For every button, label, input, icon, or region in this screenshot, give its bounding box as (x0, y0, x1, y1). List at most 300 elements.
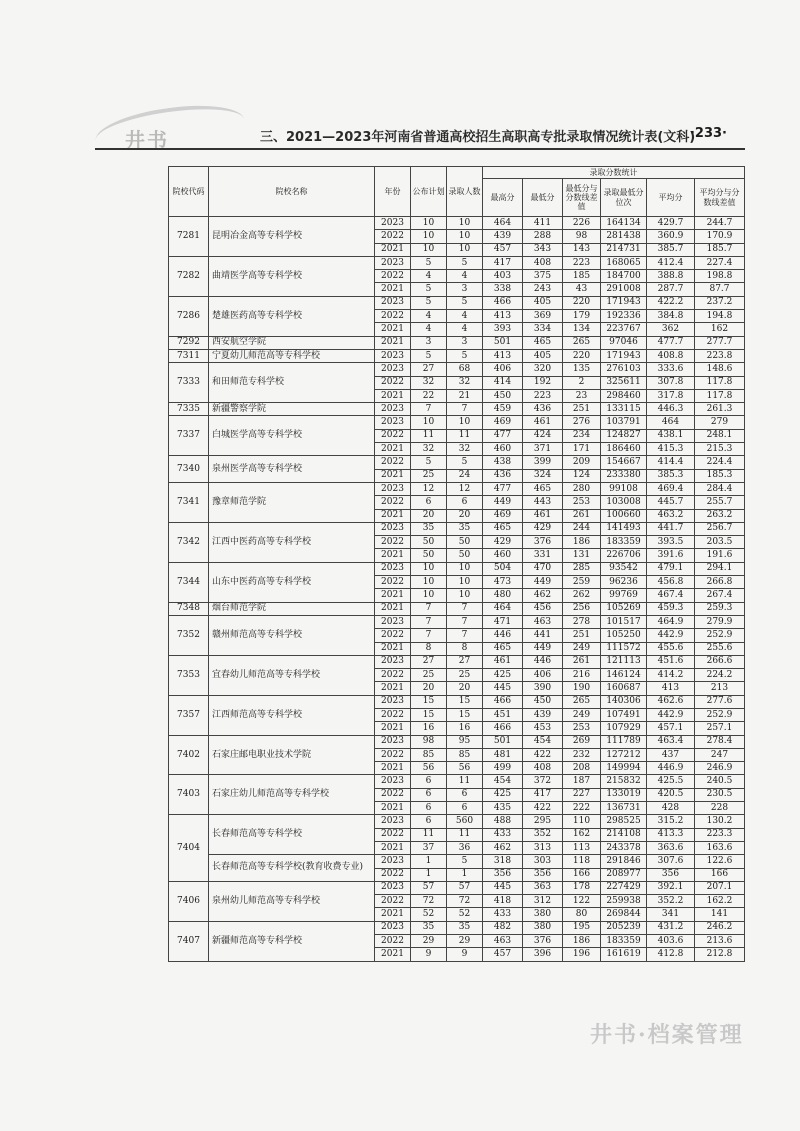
cell-avg-diff: 259.3 (695, 602, 745, 615)
cell-avg-diff: 224.4 (695, 456, 745, 469)
cell-min-rank: 140306 (601, 695, 647, 708)
cell-year: 2022 (375, 496, 411, 509)
cell-admitted: 50 (447, 536, 483, 549)
cell-year: 2021 (375, 682, 411, 695)
school-name: 赣州师范高等专科学校 (209, 615, 375, 655)
table-row (169, 615, 745, 628)
cell-avg-score: 392.1 (647, 881, 695, 894)
school-name: 泉州幼儿师范高等专科学校 (209, 881, 375, 921)
school-code: 7292 (169, 336, 209, 349)
cell-plan: 12 (411, 482, 447, 495)
cell-min-score: 422 (523, 802, 563, 815)
header-code: 院校代码 (169, 167, 209, 217)
cell-avg-diff: 246.9 (695, 762, 745, 775)
cell-avg-diff: 223.8 (695, 349, 745, 362)
cell-plan: 10 (411, 589, 447, 602)
cell-avg-score: 459.3 (647, 602, 695, 615)
cell-admitted: 10 (447, 230, 483, 243)
cell-plan: 10 (411, 416, 447, 429)
cell-year: 2022 (375, 895, 411, 908)
cell-year: 2021 (375, 722, 411, 735)
cell-avg-diff: 203.5 (695, 536, 745, 549)
cell-max-score: 461 (483, 655, 523, 668)
cell-admitted: 1 (447, 868, 483, 881)
cell-avg-diff: 277.6 (695, 695, 745, 708)
school-code: 7333 (169, 363, 209, 403)
cell-min-rank: 269844 (601, 908, 647, 921)
cell-year: 2021 (375, 509, 411, 522)
cell-avg-score: 388.8 (647, 270, 695, 283)
cell-admitted: 15 (447, 708, 483, 721)
cell-plan: 1 (411, 868, 447, 881)
cell-min-diff: 186 (563, 935, 601, 948)
header-avg: 平均分 (647, 179, 695, 217)
cell-plan: 35 (411, 921, 447, 934)
cell-admitted: 11 (447, 775, 483, 788)
cell-max-score: 403 (483, 270, 523, 283)
cell-min-rank: 183359 (601, 935, 647, 948)
cell-min-rank: 93542 (601, 562, 647, 575)
cell-plan: 10 (411, 243, 447, 256)
cell-plan: 8 (411, 642, 447, 655)
cell-min-diff: 2 (563, 376, 601, 389)
cell-max-score: 462 (483, 841, 523, 854)
cell-avg-score: 341 (647, 908, 695, 921)
cell-admitted: 72 (447, 895, 483, 908)
cell-avg-score: 451.6 (647, 655, 695, 668)
cell-year: 2022 (375, 376, 411, 389)
table-row (169, 403, 745, 416)
cell-admitted: 5 (447, 456, 483, 469)
cell-min-rank: 227429 (601, 881, 647, 894)
cell-min-diff: 256 (563, 602, 601, 615)
cell-plan: 11 (411, 429, 447, 442)
school-code: 7342 (169, 522, 209, 562)
cell-min-rank: 107491 (601, 708, 647, 721)
cell-max-score: 413 (483, 349, 523, 362)
cell-min-diff: 259 (563, 576, 601, 589)
cell-year: 2022 (375, 868, 411, 881)
cell-min-diff: 162 (563, 828, 601, 841)
cell-avg-score: 317.8 (647, 389, 695, 402)
cell-min-diff: 131 (563, 549, 601, 562)
cell-min-score: 449 (523, 642, 563, 655)
school-code: 7311 (169, 349, 209, 362)
cell-min-diff: 220 (563, 349, 601, 362)
cell-min-diff: 278 (563, 615, 601, 628)
cell-min-diff: 216 (563, 669, 601, 682)
cell-avg-score: 463.4 (647, 735, 695, 748)
cell-admitted: 9 (447, 948, 483, 961)
cell-avg-score: 437 (647, 748, 695, 761)
cell-year: 2023 (375, 296, 411, 309)
cell-min-diff: 118 (563, 855, 601, 868)
cell-avg-diff: 267.4 (695, 589, 745, 602)
cell-min-score: 465 (523, 482, 563, 495)
cell-min-rank: 99769 (601, 589, 647, 602)
cell-avg-score: 315.2 (647, 815, 695, 828)
cell-max-score: 499 (483, 762, 523, 775)
cell-admitted: 56 (447, 762, 483, 775)
cell-admitted: 27 (447, 655, 483, 668)
cell-min-diff: 113 (563, 841, 601, 854)
cell-min-score: 352 (523, 828, 563, 841)
cell-admitted: 29 (447, 935, 483, 948)
cell-min-diff: 196 (563, 948, 601, 961)
cell-max-score: 439 (483, 230, 523, 243)
cell-min-score: 343 (523, 243, 563, 256)
cell-min-rank: 160687 (601, 682, 647, 695)
cell-plan: 16 (411, 722, 447, 735)
cell-avg-score: 413 (647, 682, 695, 695)
cell-avg-diff: 237.2 (695, 296, 745, 309)
cell-year: 2023 (375, 615, 411, 628)
cell-plan: 10 (411, 217, 447, 230)
cell-max-score: 464 (483, 217, 523, 230)
cell-min-diff: 178 (563, 881, 601, 894)
school-code: 7281 (169, 217, 209, 257)
cell-max-score: 481 (483, 748, 523, 761)
cell-avg-score: 428 (647, 802, 695, 815)
cell-avg-score: 414.2 (647, 669, 695, 682)
cell-avg-diff: 266.8 (695, 576, 745, 589)
cell-year: 2021 (375, 389, 411, 402)
cell-avg-diff: 255.6 (695, 642, 745, 655)
cell-min-score: 372 (523, 775, 563, 788)
cell-avg-diff: 257.1 (695, 722, 745, 735)
cell-year: 2022 (375, 708, 411, 721)
table-row (169, 456, 745, 469)
cell-min-diff: 285 (563, 562, 601, 575)
header-avg-diff: 平均分与分数线差值 (695, 179, 745, 217)
cell-admitted: 4 (447, 323, 483, 336)
cell-admitted: 36 (447, 841, 483, 854)
cell-min-diff: 253 (563, 496, 601, 509)
cell-min-rank: 223767 (601, 323, 647, 336)
cell-avg-diff: 185.3 (695, 469, 745, 482)
cell-admitted: 57 (447, 881, 483, 894)
cell-plan: 56 (411, 762, 447, 775)
cell-year: 2023 (375, 349, 411, 362)
school-code: 7335 (169, 403, 209, 416)
cell-plan: 7 (411, 615, 447, 628)
cell-plan: 7 (411, 602, 447, 615)
cell-avg-diff: 117.8 (695, 389, 745, 402)
school-name: 宜春幼儿师范高等专科学校 (209, 655, 375, 695)
header-min: 最低分 (523, 179, 563, 217)
cell-year: 2023 (375, 855, 411, 868)
cell-admitted: 11 (447, 429, 483, 442)
table-row (169, 735, 745, 748)
cell-max-score: 466 (483, 695, 523, 708)
cell-avg-diff: 247 (695, 748, 745, 761)
cell-admitted: 10 (447, 217, 483, 230)
cell-min-diff: 43 (563, 283, 601, 296)
school-name: 宁夏幼儿师范高等专科学校 (209, 349, 375, 362)
publisher-logo: 井书 (125, 128, 169, 152)
cell-min-diff: 122 (563, 895, 601, 908)
cell-max-score: 459 (483, 403, 523, 416)
cell-max-score: 418 (483, 895, 523, 908)
cell-admitted: 6 (447, 802, 483, 815)
cell-min-score: 462 (523, 589, 563, 602)
cell-year: 2023 (375, 735, 411, 748)
cell-plan: 27 (411, 363, 447, 376)
cell-min-diff: 98 (563, 230, 601, 243)
cell-year: 2022 (375, 230, 411, 243)
school-name: 西安航空学院 (209, 336, 375, 349)
cell-min-score: 454 (523, 735, 563, 748)
cell-avg-diff: 252.9 (695, 629, 745, 642)
cell-admitted: 21 (447, 389, 483, 402)
cell-admitted: 35 (447, 921, 483, 934)
cell-admitted: 85 (447, 748, 483, 761)
cell-min-diff: 80 (563, 908, 601, 921)
cell-year: 2021 (375, 549, 411, 562)
school-name: 新疆师范高等专科学校 (209, 921, 375, 961)
cell-avg-diff: 263.2 (695, 509, 745, 522)
cell-plan: 25 (411, 669, 447, 682)
cell-year: 2021 (375, 642, 411, 655)
table-row (169, 522, 745, 535)
school-code: 7282 (169, 256, 209, 296)
cell-admitted: 10 (447, 243, 483, 256)
school-name: 山东中医药高等专科学校 (209, 562, 375, 602)
cell-year: 2022 (375, 456, 411, 469)
cell-plan: 5 (411, 296, 447, 309)
cell-min-score: 449 (523, 576, 563, 589)
cell-min-diff: 124 (563, 469, 601, 482)
cell-avg-diff: 194.8 (695, 310, 745, 323)
cell-plan: 4 (411, 270, 447, 283)
cell-min-rank: 281438 (601, 230, 647, 243)
cell-min-rank: 161619 (601, 948, 647, 961)
cell-min-score: 396 (523, 948, 563, 961)
cell-min-rank: 99108 (601, 482, 647, 495)
table-row (169, 562, 745, 575)
cell-avg-diff: 261.3 (695, 403, 745, 416)
cell-max-score: 465 (483, 642, 523, 655)
cell-max-score: 450 (483, 389, 523, 402)
cell-min-rank: 171943 (601, 296, 647, 309)
cell-min-rank: 226706 (601, 549, 647, 562)
cell-max-score: 433 (483, 828, 523, 841)
cell-avg-score: 462.6 (647, 695, 695, 708)
cell-avg-score: 384.8 (647, 310, 695, 323)
cell-year: 2022 (375, 629, 411, 642)
cell-min-diff: 223 (563, 256, 601, 269)
cell-plan: 10 (411, 562, 447, 575)
table-row (169, 363, 745, 376)
table-row (169, 349, 745, 362)
cell-avg-score: 464.9 (647, 615, 695, 628)
cell-max-score: 356 (483, 868, 523, 881)
cell-min-score: 411 (523, 217, 563, 230)
cell-avg-diff: 246.2 (695, 921, 745, 934)
cell-min-rank: 146124 (601, 669, 647, 682)
table-row (169, 815, 745, 828)
header-plan: 公布计划 (411, 167, 447, 217)
cell-min-diff: 249 (563, 642, 601, 655)
school-code: 7402 (169, 735, 209, 775)
cell-year: 2021 (375, 469, 411, 482)
cell-min-rank: 298525 (601, 815, 647, 828)
cell-avg-diff: 130.2 (695, 815, 745, 828)
cell-plan: 6 (411, 815, 447, 828)
cell-min-rank: 164134 (601, 217, 647, 230)
cell-min-diff: 222 (563, 802, 601, 815)
school-code: 7404 (169, 815, 209, 881)
cell-plan: 27 (411, 655, 447, 668)
school-code: 7353 (169, 655, 209, 695)
cell-min-rank: 105269 (601, 602, 647, 615)
admission-stats-table (168, 166, 745, 962)
cell-min-diff: 249 (563, 708, 601, 721)
school-code: 7348 (169, 602, 209, 615)
cell-admitted: 20 (447, 509, 483, 522)
cell-avg-diff: 256.7 (695, 522, 745, 535)
cell-plan: 4 (411, 323, 447, 336)
cell-min-diff: 135 (563, 363, 601, 376)
cell-min-score: 408 (523, 256, 563, 269)
cell-year: 2022 (375, 310, 411, 323)
cell-avg-score: 464 (647, 416, 695, 429)
cell-min-score: 443 (523, 496, 563, 509)
cell-min-rank: 186460 (601, 443, 647, 456)
cell-avg-diff: 87.7 (695, 283, 745, 296)
cell-year: 2021 (375, 602, 411, 615)
cell-avg-diff: 230.5 (695, 788, 745, 801)
cell-plan: 9 (411, 948, 447, 961)
school-code: 7352 (169, 615, 209, 655)
cell-min-rank: 259938 (601, 895, 647, 908)
school-code: 7407 (169, 921, 209, 961)
cell-min-diff: 261 (563, 655, 601, 668)
school-code: 7344 (169, 562, 209, 602)
cell-avg-score: 385.3 (647, 469, 695, 482)
cell-avg-score: 442.9 (647, 708, 695, 721)
cell-admitted: 6 (447, 496, 483, 509)
cell-year: 2021 (375, 762, 411, 775)
cell-plan: 22 (411, 389, 447, 402)
cell-min-diff: 195 (563, 921, 601, 934)
cell-year: 2022 (375, 788, 411, 801)
cell-avg-score: 446.3 (647, 403, 695, 416)
table-row (169, 256, 745, 269)
cell-min-rank: 183359 (601, 536, 647, 549)
cell-min-score: 405 (523, 349, 563, 362)
cell-avg-score: 467.4 (647, 589, 695, 602)
cell-min-diff: 23 (563, 389, 601, 402)
cell-admitted: 6 (447, 788, 483, 801)
table-row (169, 602, 745, 615)
cell-min-score: 312 (523, 895, 563, 908)
table-body (169, 217, 745, 962)
cell-plan: 50 (411, 549, 447, 562)
cell-min-rank: 136731 (601, 802, 647, 815)
cell-plan: 20 (411, 682, 447, 695)
cell-admitted: 24 (447, 469, 483, 482)
cell-avg-diff: 227.4 (695, 256, 745, 269)
cell-plan: 52 (411, 908, 447, 921)
cell-admitted: 11 (447, 828, 483, 841)
cell-max-score: 480 (483, 589, 523, 602)
cell-admitted: 7 (447, 615, 483, 628)
cell-max-score: 414 (483, 376, 523, 389)
cell-min-rank: 100660 (601, 509, 647, 522)
cell-year: 2023 (375, 217, 411, 230)
cell-year: 2022 (375, 270, 411, 283)
cell-admitted: 7 (447, 403, 483, 416)
cell-max-score: 413 (483, 310, 523, 323)
cell-avg-diff: 162 (695, 323, 745, 336)
cell-min-rank: 214731 (601, 243, 647, 256)
cell-min-diff: 261 (563, 509, 601, 522)
cell-min-score: 456 (523, 602, 563, 615)
school-name: 白城医学高等专科学校 (209, 416, 375, 456)
cell-min-score: 369 (523, 310, 563, 323)
cell-plan: 32 (411, 376, 447, 389)
cell-admitted: 68 (447, 363, 483, 376)
cell-year: 2023 (375, 363, 411, 376)
cell-min-score: 417 (523, 788, 563, 801)
cell-plan: 98 (411, 735, 447, 748)
cell-avg-diff: 223.3 (695, 828, 745, 841)
cell-min-score: 424 (523, 429, 563, 442)
table-row (169, 296, 745, 309)
cell-avg-score: 356 (647, 868, 695, 881)
cell-avg-diff: 284.4 (695, 482, 745, 495)
cell-year: 2023 (375, 256, 411, 269)
cell-avg-diff: 122.6 (695, 855, 745, 868)
cell-avg-score: 429.7 (647, 217, 695, 230)
header-max: 最高分 (483, 179, 523, 217)
cell-min-rank: 208977 (601, 868, 647, 881)
cell-year: 2022 (375, 429, 411, 442)
school-name: 曲靖医学高等专科学校 (209, 256, 375, 296)
school-name: 豫章师范学院 (209, 482, 375, 522)
cell-admitted: 10 (447, 589, 483, 602)
cell-avg-score: 360.9 (647, 230, 695, 243)
page-title: 三、2021—2023年河南省普通高校招生高职高专批录取情况统计表(文科) (260, 130, 696, 145)
cell-year: 2021 (375, 323, 411, 336)
cell-admitted: 25 (447, 669, 483, 682)
cell-min-diff: 244 (563, 522, 601, 535)
school-code: 7286 (169, 296, 209, 336)
cell-avg-score: 391.6 (647, 549, 695, 562)
cell-min-rank: 276103 (601, 363, 647, 376)
cell-max-score: 406 (483, 363, 523, 376)
cell-min-diff: 143 (563, 243, 601, 256)
cell-avg-diff: 279 (695, 416, 745, 429)
header-admitted: 录取人数 (447, 167, 483, 217)
cell-min-score: 441 (523, 629, 563, 642)
cell-min-score: 376 (523, 536, 563, 549)
table-row (169, 336, 745, 349)
cell-min-score: 422 (523, 748, 563, 761)
cell-min-rank: 133115 (601, 403, 647, 416)
cell-min-rank: 233380 (601, 469, 647, 482)
cell-admitted: 16 (447, 722, 483, 735)
cell-min-rank: 192336 (601, 310, 647, 323)
cell-avg-score: 412.8 (647, 948, 695, 961)
cell-avg-score: 408.8 (647, 349, 695, 362)
cell-min-diff: 265 (563, 695, 601, 708)
cell-avg-diff: 213 (695, 682, 745, 695)
cell-min-score: 450 (523, 695, 563, 708)
cell-max-score: 417 (483, 256, 523, 269)
school-name: 长春师范高等专科学校 (209, 815, 375, 855)
